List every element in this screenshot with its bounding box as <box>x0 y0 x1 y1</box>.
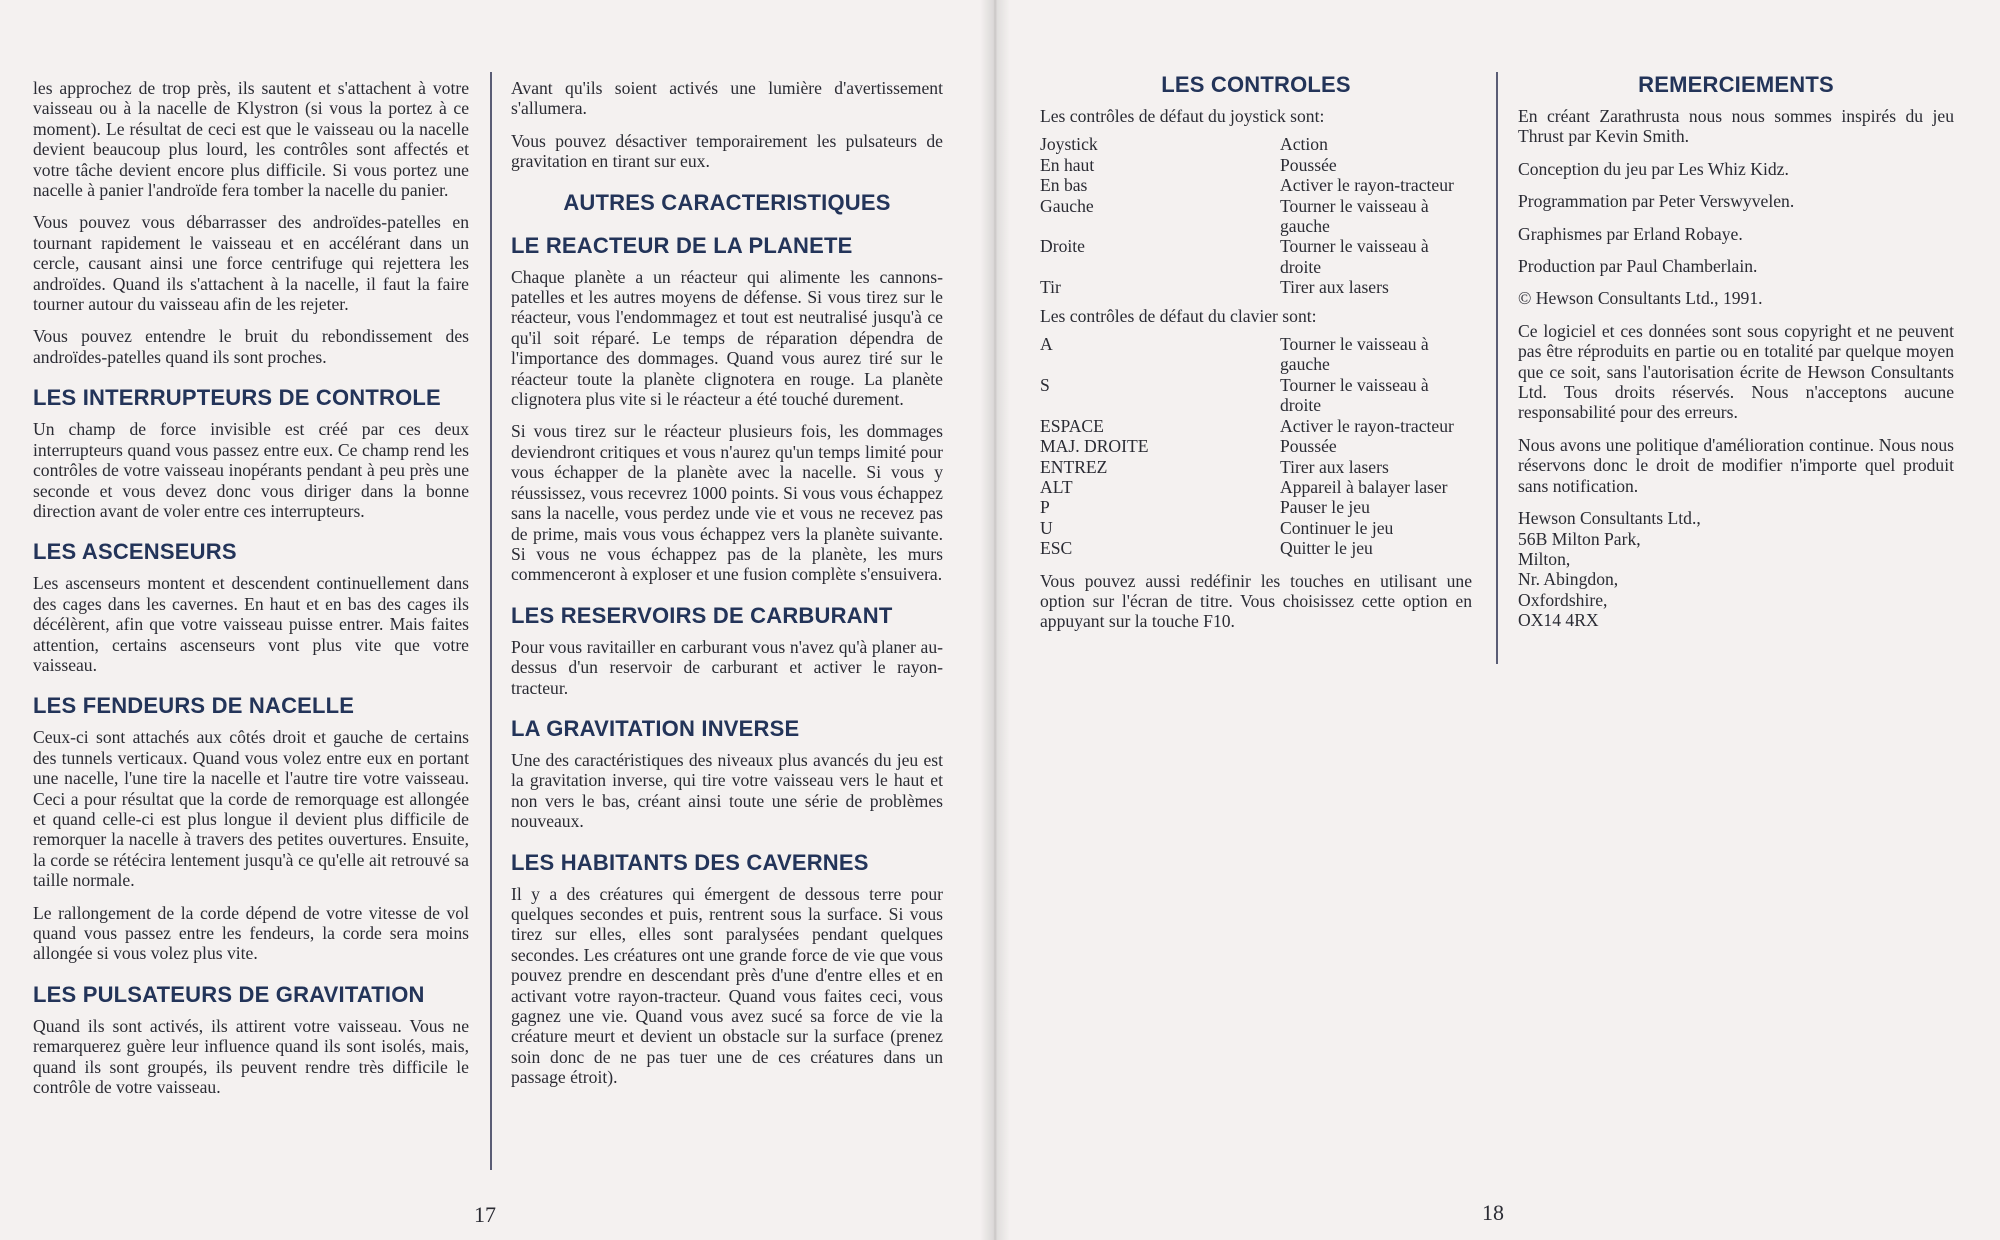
control-key: P <box>1040 497 1050 518</box>
column-divider <box>490 72 492 1170</box>
control-row <box>1040 518 1472 538</box>
paragraph: Vous pouvez désactiver temporairement les pulsateurs de gravitation en tirant sur eux. <box>511 130 943 172</box>
paragraph: Un champ de force invisible est créé par ces deux interrupteurs quand vous passez entre eux. Ce champ rend les contrôles de votre vaisseau inopérants pendant à peu près une seconde et vous devez donc vous diriger dans la bonne direction avant de voler entre ces interrupteurs. <box>33 419 469 521</box>
paragraph: Il y a des créatures qui émergent de dessous terre pour quelques secondes et puis, rentrent sous la surface. Si vous tirez sur elles, elles sont paralysées pendant quelques secondes. Les créatures ont une grande force de vie que vous pouvez prendre en descendant près d'une d'entre elles et en activant votre rayon-tracteur. Quand vous faites ceci, vous gagnez une vie. Quand vous avez sucé sa force de vie la créature meurt et devient un obstacle sur la surface (prenez soin donc de ne pas tuer une de ces créatures dans un passage étroit). <box>511 883 943 1088</box>
book-gutter <box>980 0 1010 1240</box>
control-action: Tourner le vaisseau à gauche <box>1280 195 1429 237</box>
section-heading: LES ASCENSEURS <box>33 539 237 565</box>
control-row <box>1040 155 1472 175</box>
paragraph: Ce logiciel et ces données sont sous copyright et ne peuvent pas être réproduits en partie ou en totalité par quelque moyen que ce soit, sans l'autorisation écrite de Hewson Consultants Ltd. Tous droits réservés. Nous n'acceptons aucune responsabilité pour des erreurs. <box>1518 320 1954 423</box>
paragraph: Conception du jeu par Les Whiz Kidz. <box>1518 158 1789 179</box>
control-key: Gauche <box>1040 195 1094 216</box>
control-row <box>1040 457 1472 477</box>
control-key: En bas <box>1040 175 1088 196</box>
column-divider <box>1496 72 1498 664</box>
control-key: ESPACE <box>1040 415 1104 436</box>
control-action: Quitter le jeu <box>1280 538 1373 559</box>
paragraph: Vous pouvez vous débarrasser des androïdes-patelles en tournant rapidement le vaisseau et en accélérant dans un cercle, causant ainsi une force centrifuge qui rejettera les androïdes. Quand ils s'attachent à la nacelle, il faut la faire tourner autour du vaisseau afin de les rejeter. <box>33 212 469 315</box>
page-17 <box>0 0 992 1240</box>
control-action: Poussée <box>1280 436 1337 457</box>
page-number: 18 <box>1482 1200 1504 1225</box>
control-key: En haut <box>1040 154 1095 175</box>
address-line: Nr. Abingdon, <box>1518 569 1619 590</box>
paragraph: Vous pouvez aussi redéfinir les touches en utilisant une option sur l'écran de titre. Vous choisissez cette option en appuyant sur la touche F10. <box>1040 570 1472 632</box>
control-key: ENTREZ <box>1040 456 1108 477</box>
left-column-1 <box>33 78 469 1109</box>
paragraph: Une des caractéristiques des niveaux plus avancés du jeu est la gravitation inverse, qui tire votre vaisseau vers le haut et non vers le bas, créant ainsi toute une série de problèmes nouveaux. <box>511 749 943 832</box>
control-key: A <box>1040 334 1053 355</box>
control-key: ESC <box>1040 538 1073 559</box>
paragraph: les approchez de trop près, ils sautent et s'attachent à votre vaisseau ou à la nacelle de Klystron (si vous la portez à ce moment). Le résultat de ceci est que le vaisseau ou la nacelle devient beaucoup plus lourd, les contrôles sont affectés et votre tâche devient encore plus difficile. Si vous portez une nacelle à panier l'androïde fera tomber la nacelle du panier. <box>33 78 469 201</box>
copyright-line: © Hewson Consultants Ltd., 1991. <box>1518 288 1763 309</box>
control-action: Tirer aux lasers <box>1280 277 1389 298</box>
control-action: Activer le rayon-tracteur <box>1280 415 1454 436</box>
control-action: Tourner le vaisseau à droite <box>1280 236 1429 277</box>
paragraph: Chaque planète a un réacteur qui alimente les cannons-patelles et les autres moyens de défense. Si vous tirez sur le réacteur, vous l'endommagez et tout est neutralisé jusqu'à ce qu'il soit réparé. Le temps de réparation dépendra de l'importance des dommages. Quand vous aurez tiré sur le réacteur toute la planète clignotera en rouge. La planète clignotera plus vite si le réacteur a été touché durement. <box>511 266 943 410</box>
address-line: OX14 4RX <box>1518 610 1599 631</box>
control-action: Poussée <box>1280 154 1337 175</box>
paragraph: Le rallongement de la corde dépend de votre vitesse de vol quand vous passez entre les fendeurs, la corde sera moins allongée si vous volez plus vite. <box>33 902 469 964</box>
control-key: Droite <box>1040 236 1085 257</box>
controls-heading: LES CONTROLES <box>1161 72 1351 97</box>
address-line: Oxfordshire, <box>1518 589 1608 610</box>
control-key: ALT <box>1040 476 1073 497</box>
control-key: S <box>1040 374 1050 395</box>
paragraph: Les ascenseurs montent et descendent continuellement dans des cages dans les cavernes. En haut et en bas des cages ils décélèrent, afin que votre vaisseau puisse entrer. Mais faites attention, certains ascenseurs vont plus vite que votre vaisseau. <box>33 573 469 675</box>
section-heading: AUTRES CARACTERISTIQUES <box>563 189 891 215</box>
paragraph: Quand ils sont activés, ils attirent votre vaisseau. Vous ne remarquerez guère leur influence quand ils sont isolés, mais, quand ils sont groupés, ils peuvent rendre très difficile le contrôle de votre vaisseau. <box>33 1015 469 1098</box>
control-row <box>1040 436 1472 456</box>
page-18 <box>992 0 2000 1240</box>
credits-heading: REMERCIEMENTS <box>1638 72 1834 97</box>
control-action: Continuer le jeu <box>1280 517 1394 538</box>
control-row <box>1040 196 1472 237</box>
control-row <box>1040 334 1472 375</box>
joystick-intro: Les contrôles de défaut du joystick sont: <box>1040 106 1325 126</box>
control-row <box>1040 416 1472 436</box>
control-row <box>1040 538 1472 558</box>
paragraph: Avant qu'ils soient activés une lumière d'avertissement s'allumera. <box>511 78 943 119</box>
control-action: Tourner le vaisseau à droite <box>1280 374 1429 416</box>
address-line: Milton, <box>1518 548 1571 569</box>
control-row <box>1040 277 1472 297</box>
section-heading: LES HABITANTS DES CAVERNES <box>511 849 869 875</box>
paragraph: Programmation par Peter Verswyvelen. <box>1518 191 1795 212</box>
section-heading: LES RESERVOIRS DE CARBURANT <box>511 602 893 628</box>
section-heading: LES PULSATEURS DE GRAVITATION <box>33 981 425 1007</box>
company-address <box>1518 508 1954 630</box>
control-action: Tourner le vaisseau à gauche <box>1280 334 1429 375</box>
paragraph: Graphismes par Erland Robaye. <box>1518 223 1743 244</box>
paragraph: Ceux-ci sont attachés aux côtés droit et gauche de certains des tunnels verticaux. Quand vous volez entre eux en portant une nacelle, l'une tire la nacelle et l'autre tire votre vaisseau. Ceci a pour résultat que la corde de remorquage est allongée et quand celle-ci est plus longue il devient plus difficile de remorquer la nacelle à travers des petites ouvertures. Ensuite, la corde se rétécira lentement jusqu'à ce qu'elle ait retrouvé sa taille normale. <box>33 727 469 891</box>
control-key: U <box>1040 517 1053 538</box>
keyboard-intro: Les contrôles de défaut du clavier sont: <box>1040 305 1317 326</box>
control-row <box>1040 134 1472 154</box>
credits-column <box>1518 72 1954 631</box>
section-heading: LE REACTEUR DE LA PLANETE <box>511 232 853 258</box>
control-row <box>1040 175 1472 195</box>
control-action: Activer le rayon-tracteur <box>1280 175 1454 196</box>
control-action: Tirer aux lasers <box>1280 456 1389 477</box>
control-key: Joystick <box>1040 134 1098 155</box>
control-action: Action <box>1280 134 1328 155</box>
paragraph: Si vous tirez sur le réacteur plusieurs fois, les dommages deviendront critiques et vous n'aurez qu'un temps limité pour vous échapper de la planète avec la nacelle. Si vous y réussissez, vous recevrez 1000 points. Si vous vous échappez sans la nacelle, vous perdez unde vie et vous ne recevez pas de prime, mais vous vous échappez vers la planète suivante. Si vous ne vous échappez pas de la planète, les murs commenceront à exploser et une fusion complète s'ensuivera. <box>511 421 943 585</box>
control-row <box>1040 497 1472 517</box>
control-action: Appareil à balayer laser <box>1280 476 1448 497</box>
paragraph: Pour vous ravitailler en carburant vous n'avez qu'à planer au-dessus d'un reservoir de carburant et activer le rayon-tracteur. <box>511 636 943 698</box>
section-heading: LES INTERRUPTEURS DE CONTROLE <box>33 385 441 411</box>
page-number: 17 <box>474 1202 496 1227</box>
address-line: 56B Milton Park, <box>1518 528 1641 549</box>
paragraph: Nous avons une politique d'amélioration continue. Nous nous réservons donc le droit de modifier n'importe quel produit sans notification. <box>1518 434 1954 496</box>
paragraph: En créant Zarathrusta nous nous sommes inspirés du jeu Thrust par Kevin Smith. <box>1518 106 1954 147</box>
section-heading: LA GRAVITATION INVERSE <box>511 715 800 741</box>
control-key: MAJ. DROITE <box>1040 436 1149 457</box>
control-row <box>1040 375 1472 416</box>
joystick-controls-table <box>1040 134 1472 297</box>
paragraph: Vous pouvez entendre le bruit du rebondissement des androïdes-patelles quand ils sont proches. <box>33 326 469 367</box>
paragraph: Production par Paul Chamberlain. <box>1518 256 1758 277</box>
control-action: Pauser le jeu <box>1280 497 1370 518</box>
control-row <box>1040 236 1472 277</box>
address-line: Hewson Consultants Ltd., <box>1518 508 1701 529</box>
keyboard-controls-table <box>1040 334 1472 558</box>
controls-column <box>1040 72 1472 644</box>
control-row <box>1040 477 1472 497</box>
section-heading: LES FENDEURS DE NACELLE <box>33 693 355 719</box>
left-column-2 <box>511 78 943 1100</box>
control-key: Tir <box>1040 277 1061 298</box>
